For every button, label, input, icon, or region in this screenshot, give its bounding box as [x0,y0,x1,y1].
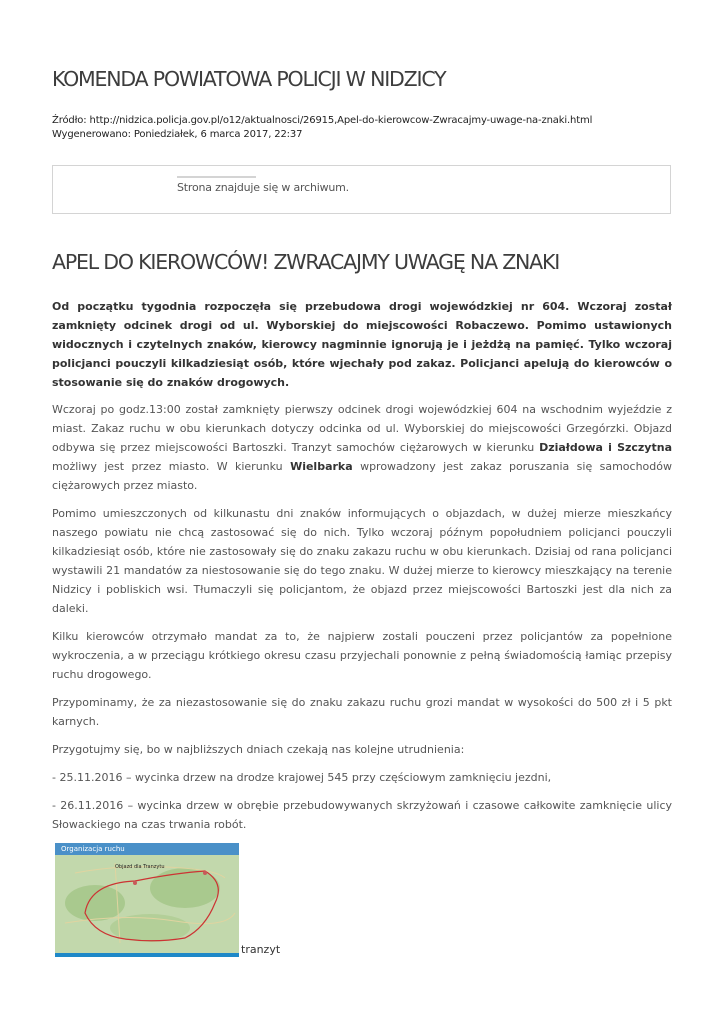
archive-notice [52,165,671,214]
map-caption: tranzyt [241,943,281,956]
article-body [52,297,672,957]
article-title: APEL DO KIEROWCÓW! ZWRACAJMY UWAGĘ NA ZNAKI [52,250,560,274]
paragraph-1-text-a: Wczoraj po godz.13:00 został zamknięty pierwszy odcinek drogi wojewódzkiej 604 na wschodnim wyjeździe z miast. Zakaz ruchu w obu kierunkach dotyczy odcinka od ul. Wyborskiej do miejscowości Grzegórzki. Objazd odbywa się przez miejscowości Bartoszki. Tranzyt samochów ciężarowych w kierunku [52,403,672,454]
detour-map-image[interactable] [55,843,239,957]
paragraph-4: Przypominamy, że za niezastosowanie się do znaku zakazu ruchu grozi mandat w wysokości do 500 zł i 5 pkt karnych. [52,696,672,728]
source-url[interactable]: Źródło: http://nidzica.policja.gov.pl/o12/aktualnosci/26915,Apel-do-kierowcow-Zwracajmy-uwage-na-znaki.html [52,115,593,126]
generated-date: Wygenerowano: Poniedziałek, 6 marca 2017, 22:37 [52,129,303,140]
paragraph-1 [52,400,672,495]
paragraph-7: - 26.11.2016 – wycinka drzew w obrębie przebudowywanych skrzyżowań i czasowe całkowite zamknięcie ulicy Słowackiego na czas trwania robót. [52,799,672,831]
document-meta [52,114,692,142]
archive-divider [177,176,256,178]
paragraph-1-text-b: możliwy jest przez miasto. W kierunku [52,460,291,473]
site-title: KOMENDA POWIATOWA POLICJI W NIDZICY [52,67,446,91]
paragraph-5: Przygotujmy się, bo w najbliższych dniach czekają nas kolejne utrudnienia: [52,743,465,756]
paragraph-2: Pomimo umieszczonych od kilkunastu dni znaków informujących o objazdach, w dużej mierze mieszkańcy naszego powiatu nie chcą zastosować się do nich. Tylko wczoraj późnym popołudniem policjanci pouczyli kilkadziesiąt osób, które nie zastosowały się do znaku zakazu ruchu w obu kierunkach. Dzisiaj od rana policjanci wystawili 21 mandatów za niestosowanie się do tego znaku. W dużej mierze to kierowcy mieszkający na terenie Nidzicy i pobliskich wsi. Tłumaczyli się policjantom, że objazd przez miejscowości Bartoszki jest dla nich za daleki. [52,507,672,615]
paragraph-1-bold-2: Wielbarka [290,460,353,473]
paragraph-1-bold-1: Działdowa i Szczytna [539,441,672,454]
archive-message: Strona znajduje się w archiwum. [177,181,349,194]
article-lead: Od początku tygodnia rozpoczęła się przebudowa drogi wojewódzkiej nr 604. Wczoraj został zamknięty odcinek drogi od ul. Wyborskiej do miejscowości Robaczewo. Pomimo ustawionych widocznych i czytelnych znaków, kierowcy nagminnie ignorują je i jeżdżą na pamięć. Tylko wczoraj policjanci pouczyli kilkadziesiąt osób, które wjechały pod zakaz. Policjanci apelują do kierowców o stosowanie się do znaków drogowych. [52,300,672,389]
paragraph-1-text-c: wprowadzony jest zakaz poruszania się samochodów ciężarowych przez miasto. [52,460,672,492]
paragraph-3: Kilku kierowców otrzymało mandat za to, że najpierw zostali pouczeni przez policjantów za popełnione wykroczenia, a w przeciągu krótkiego okresu czasu przyjechali ponownie z pełną świadomością łamiąc przepisy ruchu drogowego. [52,630,672,681]
map-figure [52,843,672,957]
map-subtitle: Objazd dla Tranzytu [115,864,165,870]
map-header: Organizacja ruchu [55,843,239,855]
paragraph-6: - 25.11.2016 – wycinka drzew na drodze krajowej 545 przy częściowym zamknięciu jezdni, [52,771,552,784]
